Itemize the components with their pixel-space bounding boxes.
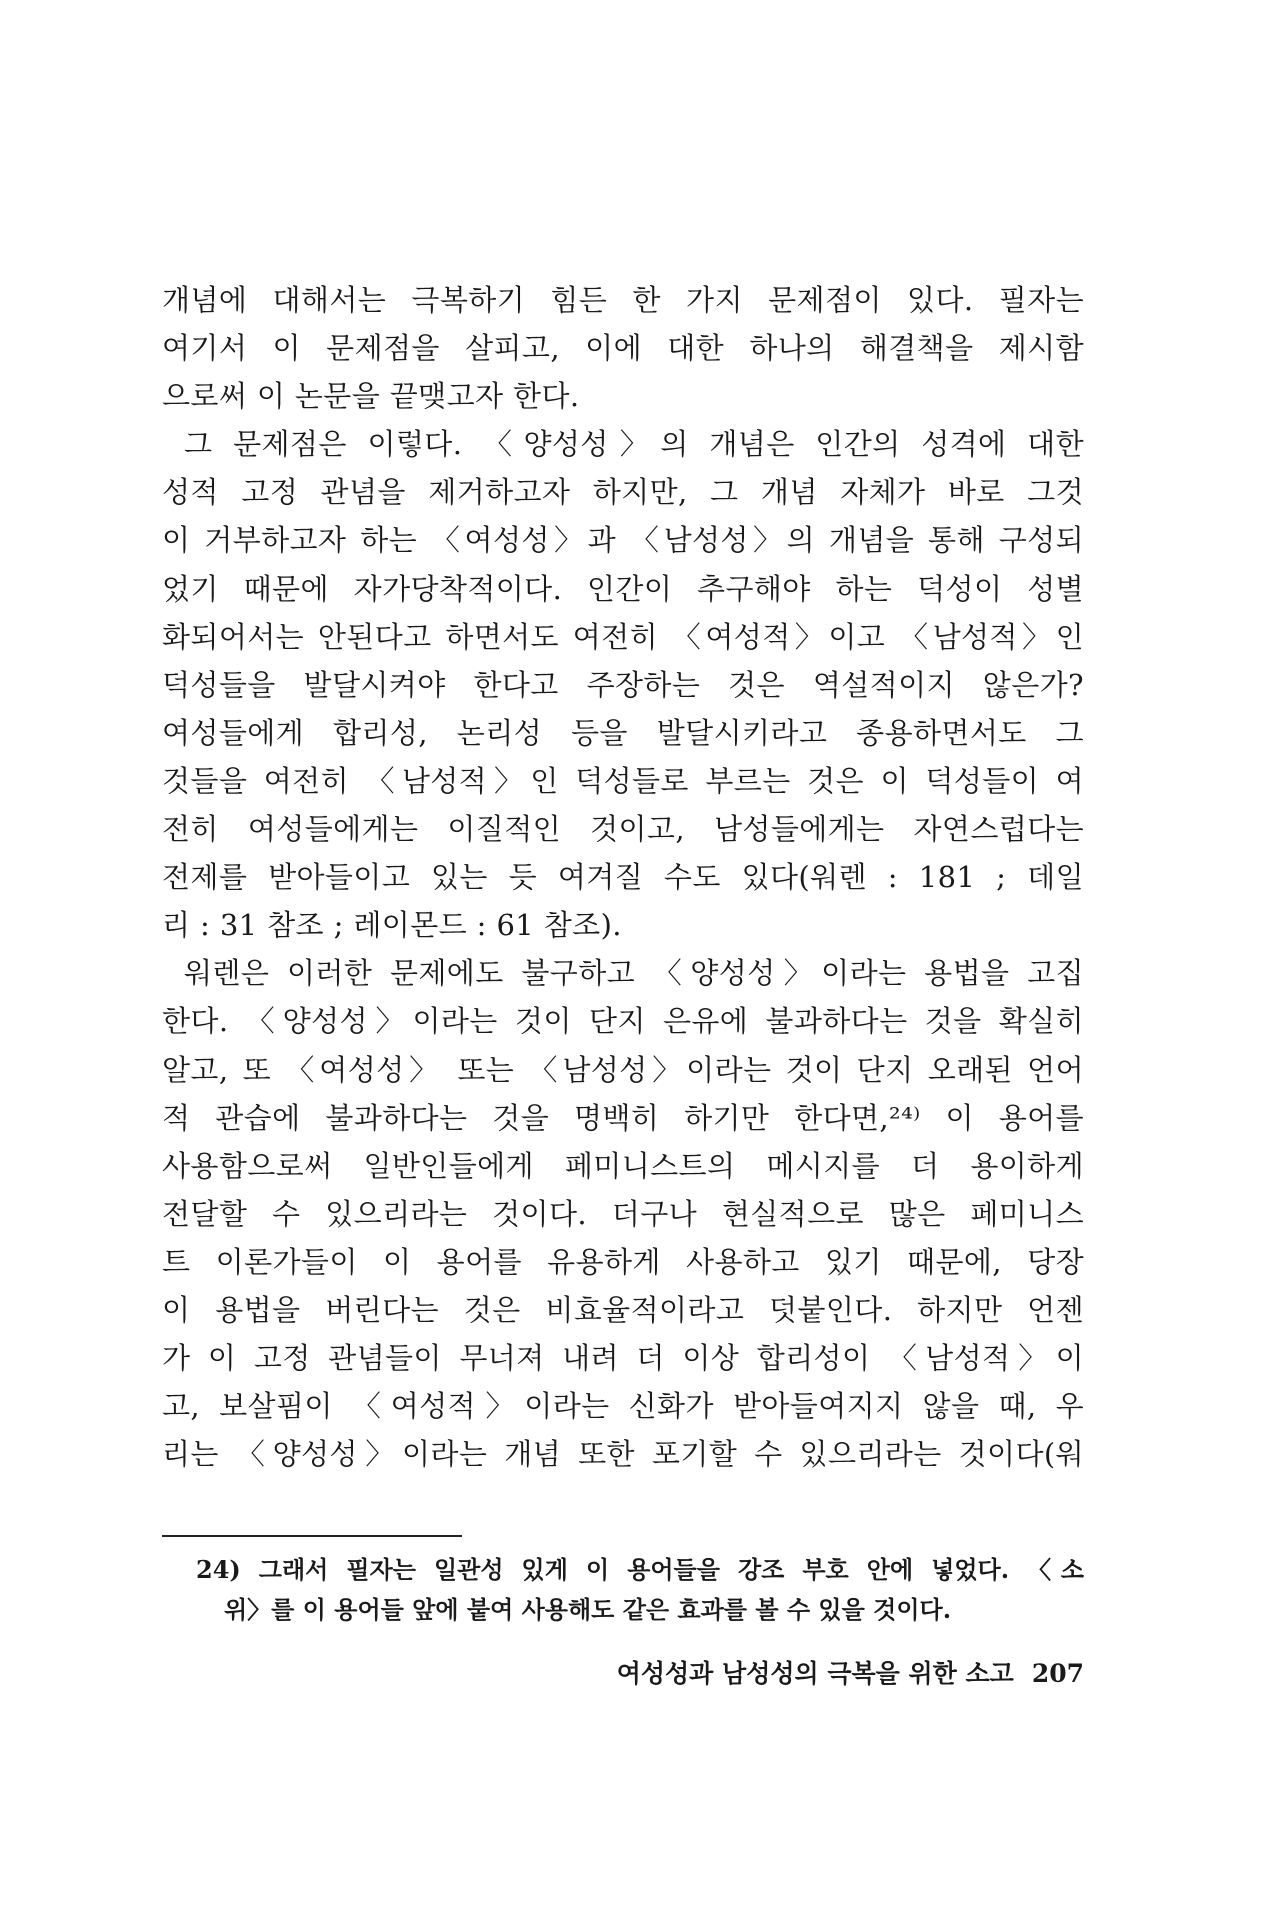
text-line: 리는 〈양성성〉이라는 개념 또한 포기할 수 있으리라는 것이다(워 [162,1437,1084,1472]
text-line: 가 이 고정 관념들이 무너져 내려 더 이상 합리성이 〈남성적〉이 [162,1341,1084,1376]
footnote-divider [162,1535,462,1537]
text-line: 알고, 또 〈여성성〉 또는 〈남성성〉이라는 것이 단지 오래된 언어 [162,1052,1084,1087]
footnote [196,1550,1084,1630]
text-line: 었기 때문에 자가당착적이다. 인간이 추구해야 하는 덕성이 성별 [162,571,1084,606]
text-line: 화되어서는 안된다고 하면서도 여전히 〈여성적〉이고 〈남성적〉인 [162,619,1084,654]
running-title: 여성성과 남성성의 극복을 위한 소고 [616,1659,1014,1688]
text-line: 개념에 대해서는 극복하기 힘든 한 가지 문제점이 있다. 필자는 [162,283,1084,317]
footnote-line: 24) 그래서 필자는 일관성 있게 이 용어들을 강조 부호 안에 넣었다. 〈소 [196,1555,1084,1584]
text-line: 전달할 수 있으리라는 것이다. 더구나 현실적으로 많은 페미니스 [162,1196,1084,1231]
text-line: 전제를 받아들이고 있는 듯 여겨질 수도 있다(워렌 : 181 ; 데일 [162,860,1084,895]
text-line: 리 : 31 참조 ; 레이몬드 : 61 참조). [162,908,622,943]
text-line: 고, 보살핌이 〈여성적〉이라는 신화가 받아들여지지 않을 때, 우 [162,1389,1084,1424]
text-line: 적 관습에 불과하다는 것을 명백히 하기만 한다면,²⁴⁾ 이 용어를 [162,1100,1084,1135]
body-text [162,276,1084,1478]
text-line: 워렌은 이러한 문제에도 불구하고 〈양성성〉이라는 용법을 고집 [184,956,1084,991]
text-line: 그 문제점은 이렇다. 〈양성성〉의 개념은 인간의 성격에 대한 [184,427,1084,462]
running-footer [500,1652,1084,1696]
text-line: 사용함으로써 일반인들에게 페미니스트의 메시지를 더 용이하게 [162,1148,1084,1183]
text-line: 여성들에게 합리성, 논리성 등을 발달시키라고 종용하면서도 그 [162,715,1084,750]
text-line: 여기서 이 문제점을 살피고, 이에 대한 하나의 해결책을 제시함 [162,331,1084,366]
text-line: 전히 여성들에게는 이질적인 것이고, 남성들에게는 자연스럽다는 [162,812,1084,847]
page-number: 207 [1031,1659,1084,1688]
text-line: 이 용법을 버린다는 것은 비효율적이라고 덧붙인다. 하지만 언젠 [162,1292,1084,1327]
text-line: 한다. 〈양성성〉이라는 것이 단지 은유에 불과하다는 것을 확실히 [162,1004,1084,1039]
text-line: 것들을 여전히 〈남성적〉인 덕성들로 부르는 것은 이 덕성들이 여 [162,763,1084,798]
text-line: 으로써 이 논문을 끝맺고자 한다. [162,379,580,414]
text-line: 덕성들을 발달시켜야 한다고 주장하는 것은 역설적이지 않은가? [162,667,1084,702]
text-line: 트 이론가들이 이 용어를 유용하게 사용하고 있기 때문에, 당장 [162,1244,1084,1279]
text-line: 성적 고정 관념을 제거하고자 하지만, 그 개념 자체가 바로 그것 [162,475,1084,510]
text-line: 이 거부하고자 하는 〈여성성〉과 〈남성성〉의 개념을 통해 구성되 [162,523,1084,558]
footnote-line: 위〉를 이 용어들 앞에 붙여 사용해도 같은 효과를 볼 수 있을 것이다. [224,1595,952,1624]
